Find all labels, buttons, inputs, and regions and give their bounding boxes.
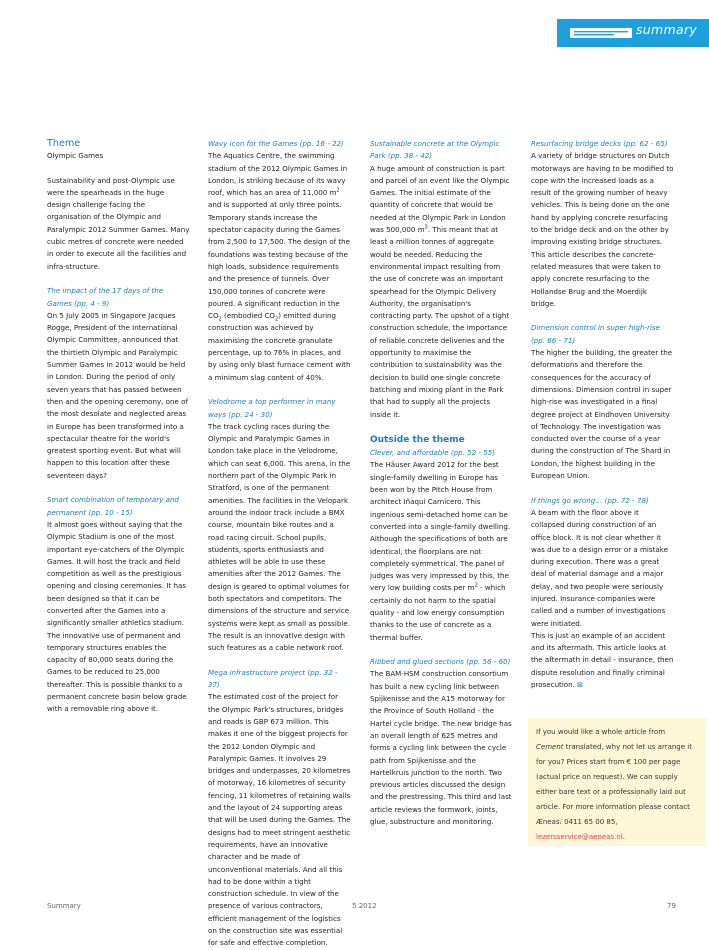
header-title: summary [636, 22, 698, 37]
article-title: Wavy icon for the Games (pp. 16 - 22) [208, 139, 344, 148]
footer-section: Summary [47, 902, 81, 910]
article-body: The Aquatics Centre, the swimming stadium of the 2012 Olympic Games in London, is striking because of its wavy roof, which has an area of 11,000 $m^2$ and is supported at only three points. Temporary stands increase the spectator capacity during the Games from 2,500 to 17,500. The design of the foundations was testing because of the high loads, subsidence requirements and the presence of tunnels. Over 150,000 tonnes of concrete were poured. A significant reduction in the $CO_2$ (embodied $CO_2$) emitted during construction was achieved by maximising the concrete granulate percentage, up to 76% in places, and by using only blast furnace cement with a minimum slag content of 40%. [208, 151, 351, 382]
column-2 [208, 138, 351, 950]
translation-infobox: If you would like a whole article from Cement translated, why not let us arrange it for you? Prices start from € 100 per page (actual price on request). We can supply either bare text or a professionally laid out article. For more information please contact Æneas: 0411 65 00 85, lezersservice@aeneas.nl. [528, 718, 706, 846]
theme-title: Theme [47, 138, 81, 149]
article-body: A beam with the floor above it collapsed during construction of an office block. It is not clear whether it was due to a design error or a mistake during execution. There was a great deal of material damage and a major delay, and two people were seriously injured. Insurance companies were called and a number of investigations were initiated. [531, 507, 668, 628]
article-body: A variety of bridge structures on Dutch motorways are having to be modified to cope with the increased loads as a result of the growing number of heavy vehicles. This is being done on the one hand by applying concrete resurfacing to the bridge deck and on the other by improving existing bridge structures. This article describes the concrete-related measures that were taken to apply concrete resurfacing to the Hollandse Brug and the Moerdijk bridge. [531, 151, 674, 308]
article-title: The impact of the 17 days of the Games (pp. 4 - 9) [47, 286, 164, 308]
article-title: Smart combination of temporary and permanent (pp. 10 - 15) [47, 495, 179, 517]
article-body: A huge amount of construction is part and parcel of an event like the Olympic Games. The initial estimate of the quantity of concrete that would be needed at the Olympic Park in London was 500,000 $m^3$. This meant that at least a million tonnes of aggregate would be needed. Reducing the environmental impact resulting from the use of concrete was an important spearhead for the Olympic Delivery Authority, the organisation's contracting party. The upshot of a tight construction schedule, the importance of reliable concrete deliveries and the opportunity to maximise the contribution to sustainability was the decision to build one single concrete batching and mixing plant in the Park that had to supply all the projects inside it. [370, 163, 510, 419]
article-body: The Häuser Award 2012 for the best single-family dwelling in Europe has been won by the Pitch House from architect Iñaqui Carnicero. This ingenious semi-detached home can be converted into a single-family dwelling. Although the specifications of both are identical, the floorplans are not completely symmetrical. The panel of judges was very impressed by this, the very low building costs per $m^2$ - which certainly do not harm to the spatial quality - and low energy consumption thanks to the use of concrete as a thermal buffer. [370, 460, 511, 642]
article-title: Resurfacing bridge decks (pp. 62 - 65) [531, 139, 668, 148]
article-body: It almost goes without saying that the Olympic Stadium is one of the most important eye-catchers of the Olympic Games. It will host the track and field competition as well as the prestigious opening and closing ceremonies. It has been designed so that it can be converted after the Games into a significantly smaller athletics stadium. The innovative use of permanent and temporary structures enables the capacity of 80,000 seats during the Games to be reduced to 25,000 thereafter. This is possible thanks to a permanent concrete basin below grade with a removable ring above it. [47, 519, 187, 714]
column-1 [47, 138, 190, 716]
end-mark-icon: ⊠ [577, 681, 584, 690]
page-number: 79 [667, 902, 676, 910]
theme-subtitle: Olympic Games [47, 151, 104, 160]
theme-intro: Sustainability and post-Olympic use were the spearheads in the huge design challenge facing the organisation of the Olympic and Paralympic 2012 Summer Games. Many cubic metres of concrete were needed in order to execute all the facilities and infra-structure. [47, 175, 190, 271]
article-title: Dimension control in super high-rise (pp. 66 - 71) [531, 323, 660, 345]
article-title: If things go wrong… (pp. 72 - 78) [531, 495, 649, 505]
article-body: The BAM-HSM construction consortium has built a new cycling link between Spijkenisse and the A15 motorway for the Province of South Holland - the Hartel cycle bridge. The new bridge has an overall length of 625 metres and forms a cycling link between the cycle path from Spijkenisse and the Hartelkruis junction to the north. Two previous articles discussed the design and the prestressing. This third and last article reviews the formwork, joints, glue, substructure and monitoring. [370, 669, 512, 827]
footer-issue: 5 2012 [352, 902, 377, 910]
article-title: Ribbed and glued sections (pp. 56 - 60) [370, 657, 511, 667]
cement-logo [570, 26, 632, 40]
article-title: Velodrome a top performer in many ways (pp. 24 - 30) [208, 397, 336, 419]
column-3 [370, 138, 513, 828]
article-title: Mega infrastructure project (pp. 32 - 37) [208, 667, 338, 690]
email-link[interactable]: lezersservice@aeneas.nl [536, 833, 623, 841]
article-body: The estimated cost of the project for the Olympic Park's structures, bridges and roads is GBP 673 million. This makes it one of the biggest projects for the 2012 London Olympic and Paralympic Games. It involves 29 bridges and underpasses, 20 kilometres of motorway, 16 kilometres of security fencing, 11 kilometres of retaining walls and the layout of 24 supporting areas that will be used during the Games. The designs had to meet stringent aesthetic requirements, have an innovative character and be made of unconventional materials. And all this had to be done within a tight construction schedule. In view of the presence of various contractors, efficient management of the logistics on the construction site was essential for safe and effective completion. [208, 692, 351, 948]
section-title: Outside the theme [370, 435, 465, 446]
article-title: Sustainable concrete at the Olympic Park (pp. 38 - 42) [370, 139, 500, 161]
article-body: The track cycling races during the Olympic and Paralympic Games in London take place in the Velodrome, which can seat 6,000. This arena, in the northern part of the Olympic Park in Stratford, is one of the permanent amenities. The facilities in the Velopark around the indoor track include a BMX course, mountain bike routes and a road racing circuit. School pupils, students, sports enthusiasts and athletes will be able to use these amenities after the 2012 Games. The design is geared to optimal volumes for both spectators and competitors. The dimensions of the structure and service systems were kept as small as possible. The result is an innovative design with such features as a cable network roof. [208, 421, 351, 653]
article-body: On 5 July 2005 in Singapore Jacques Rogge, President of the International Olympic Committee, announced that the thirtieth Olympic and Paralympic Summer Games in 2012 would be held in London. During the period of only seven years that has passed between then and the opening ceremony, one of the most desolate and neglected areas in Europe has been transformed into a spectacular theatre for the world's greatest sporting event. But what will happen to this location after these seventeen days? [47, 310, 188, 480]
column-4 [531, 138, 674, 691]
article-body: This is just an example of an accident and its aftermath. This article looks at the aftermath in detail - insurance, then dispute resolution and finally criminal prosecution. ⊠ [531, 630, 674, 690]
article-title: Clever, and affordable (pp. 52 - 55) [370, 448, 496, 458]
article-body: The higher the building, the greater the deformations and therefore the consequences for the accuracy of dimensions. Dimension control in super high-rise was investigated in a final degree project at Eindhoven University of Technology. The investigation was conducted over the course of a year during the construction of The Shard in London, the highest building in the European Union. [531, 348, 673, 481]
